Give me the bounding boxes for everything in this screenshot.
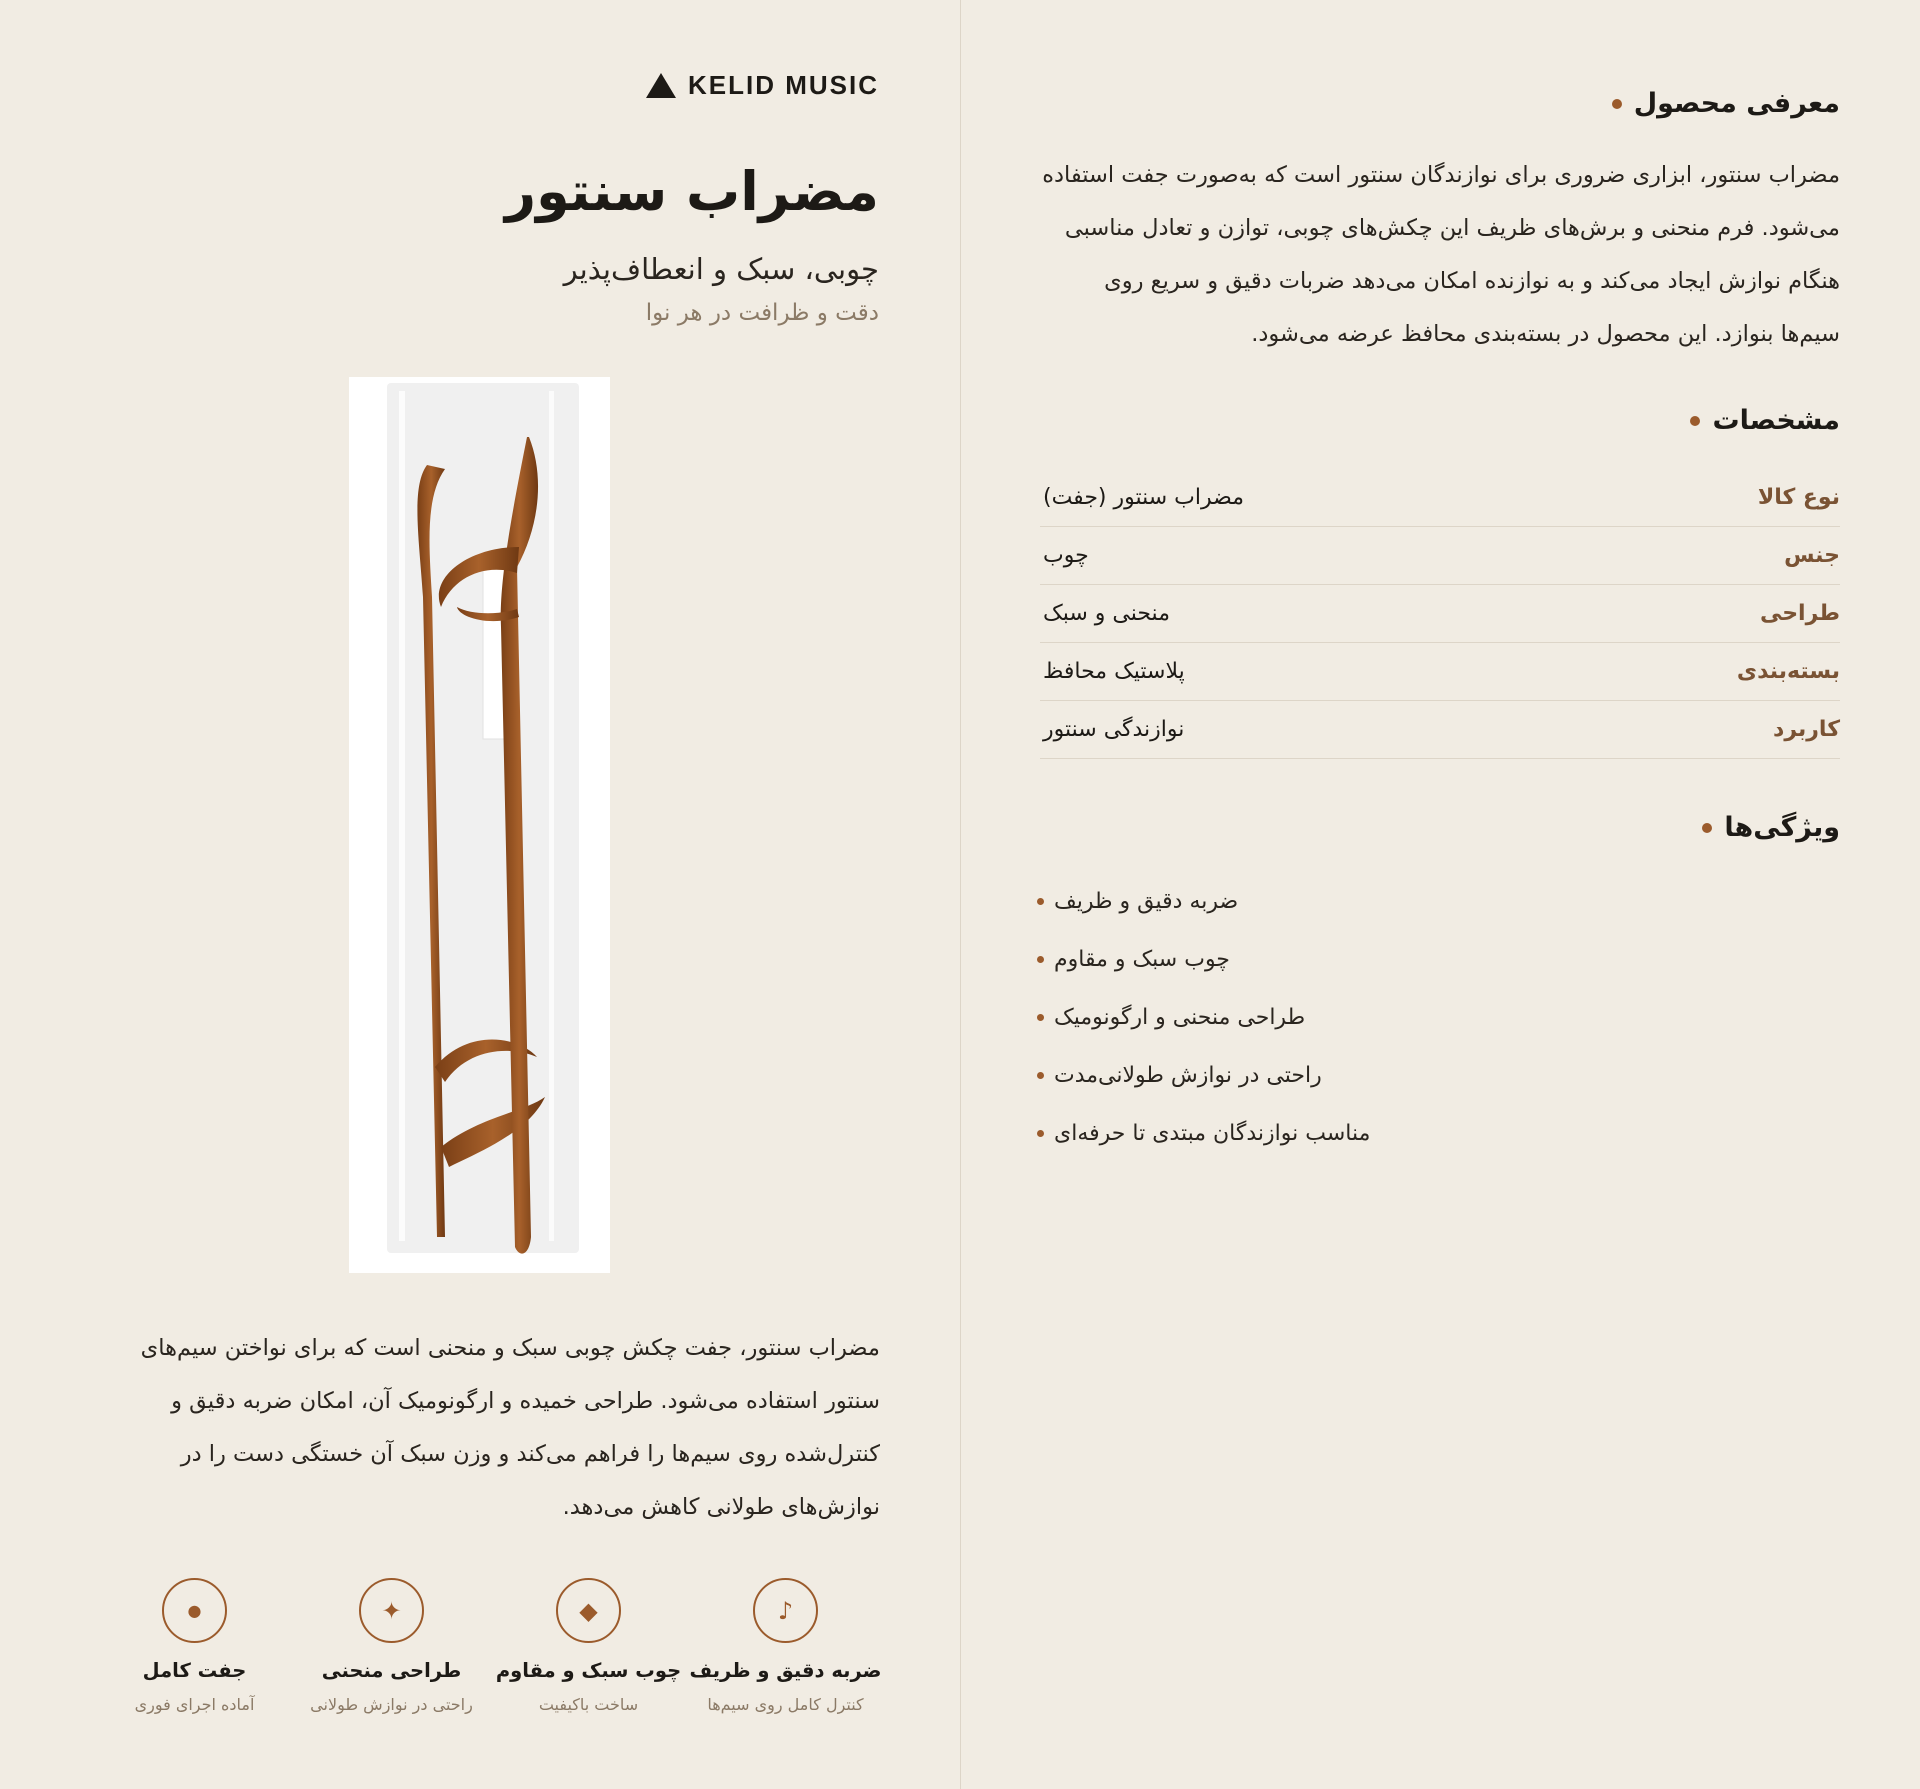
spec-row [1040, 469, 1840, 527]
dot-icon: ● [162, 1578, 227, 1643]
highlights-list [1037, 872, 1370, 1162]
brand-logo[interactable] [646, 70, 879, 101]
spec-key: نوع کالا [1757, 485, 1840, 510]
feature-subtitle: کنترل کامل روی سیم‌ها [707, 1695, 864, 1714]
spec-key: طراحی [1759, 601, 1840, 626]
bullet-icon [1037, 1130, 1044, 1137]
spec-value: نوازندگی سنتور [1043, 717, 1185, 742]
list-item [1037, 1046, 1370, 1104]
brand-name: KELID MUSIC [688, 70, 879, 100]
highlight-text: چوب سبک و مقاوم [1054, 946, 1230, 972]
spec-value: چوب [1043, 543, 1089, 568]
list-item [1037, 930, 1370, 988]
spec-row [1040, 585, 1840, 643]
santoor-mallets-illustration [349, 377, 610, 1273]
bullet-icon [1037, 956, 1044, 963]
highlight-text: راحتی در نوازش طولانی‌مدت [1054, 1062, 1322, 1088]
column-divider [960, 0, 961, 1789]
feature-item [293, 1578, 490, 1718]
intro-heading [1612, 88, 1840, 119]
product-description: مضراب سنتور، جفت چکش چوبی سبک و منحنی است که برای نواختن سیم‌های سنتور استفاده می‌شود. طراحی خمیده و ارگونومیک آن، امکان ضربه دقیق و کنترل‌شده روی سیم‌ها را فراهم می‌کند و وزن سبک آن خستگی دست را در نوازش‌های طولانی کاهش می‌دهد. [140, 1335, 880, 1520]
feature-item [687, 1578, 884, 1718]
feature-item [490, 1578, 687, 1718]
spec-row [1040, 643, 1840, 701]
feature-item [96, 1578, 293, 1718]
accent-dot-icon [1690, 416, 1700, 426]
highlight-text: ضربه دقیق و ظریف [1054, 888, 1239, 914]
spec-key: جنس [1784, 543, 1840, 568]
specs-heading [1690, 405, 1840, 436]
highlights-heading [1702, 812, 1840, 843]
music-note-icon: ♪ [753, 1578, 818, 1643]
feature-subtitle: ساخت باکیفیت [538, 1695, 639, 1714]
highlight-text: مناسب نوازندگان مبتدی تا حرفه‌ای [1054, 1120, 1371, 1146]
product-subtitle: چوبی، سبک و انعطاف‌پذیر [563, 252, 879, 286]
product-tagline: دقت و ظرافت در هر نوا [645, 300, 879, 326]
spec-row [1040, 701, 1840, 759]
highlights-heading-text: ویژگی‌ها [1724, 812, 1840, 843]
list-item [1037, 1104, 1370, 1162]
feature-title: چوب سبک و مقاوم [495, 1659, 682, 1682]
spec-key: کاربرد [1773, 717, 1840, 742]
spec-key: بسته‌بندی [1736, 659, 1840, 684]
feature-strip [96, 1578, 884, 1718]
triangle-logo-icon [646, 73, 676, 98]
list-item [1037, 988, 1370, 1046]
specs-heading-text: مشخصات [1712, 405, 1840, 436]
diamond-icon: ◆ [556, 1578, 621, 1643]
product-image [349, 377, 610, 1273]
spec-value: مضراب سنتور (جفت) [1043, 485, 1245, 510]
bullet-icon [1037, 1072, 1044, 1079]
accent-dot-icon [1612, 99, 1622, 109]
intro-text: مضراب سنتور، ابزاری ضروری برای نوازندگان سنتور است که به‌صورت جفت استفاده می‌شود. فرم منحنی و برش‌های ظریف این چکش‌های چوبی، توازن و تعادل مناسبی هنگام نوازش ایجاد می‌کند و به نوازنده امکان می‌دهد ضربات دقیق و سریع روی سیم‌ها بنوازد. این محصول در بسته‌بندی محافظ عرضه می‌شود. [1042, 162, 1840, 347]
spec-value: پلاستیک محافظ [1043, 659, 1185, 684]
spec-row [1040, 527, 1840, 585]
bullet-icon [1037, 1014, 1044, 1021]
sparkle-icon: ✦ [359, 1578, 424, 1643]
feature-subtitle: آماده اجرای فوری [134, 1695, 255, 1714]
highlight-text: طراحی منحنی و ارگونومیک [1054, 1004, 1306, 1030]
bullet-icon [1037, 898, 1044, 905]
feature-title: جفت کامل [142, 1659, 247, 1682]
list-item [1037, 872, 1370, 930]
feature-subtitle: راحتی در نوازش طولانی [310, 1695, 473, 1714]
feature-title: طراحی منحنی [321, 1659, 462, 1682]
accent-dot-icon [1702, 823, 1712, 833]
product-title: مضراب سنتور [505, 160, 879, 223]
spec-value: منحنی و سبک [1043, 601, 1170, 626]
intro-heading-text: معرفی محصول [1633, 88, 1840, 119]
feature-title: ضربه دقیق و ظریف [689, 1659, 882, 1682]
specs-table [1040, 469, 1840, 759]
